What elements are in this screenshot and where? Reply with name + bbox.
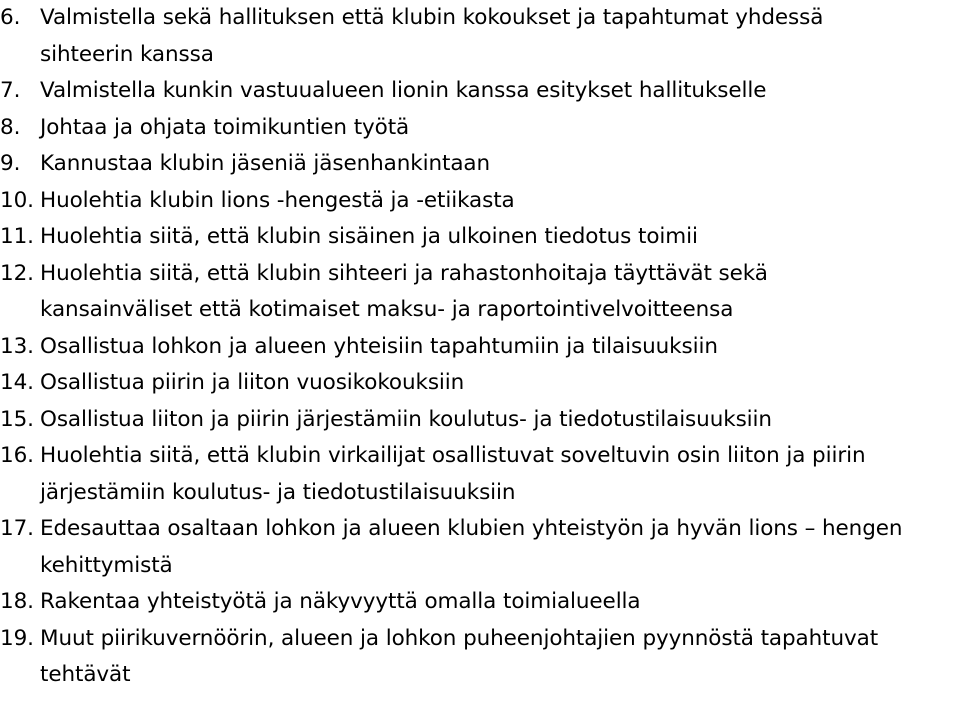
- item-number: 15.: [0, 406, 34, 432]
- list-item: [0, 438, 920, 511]
- item-number: 9.: [0, 151, 21, 176]
- list-item: [0, 402, 920, 439]
- item-number: 8.: [0, 114, 21, 140]
- item-number: 19.: [0, 625, 34, 651]
- item-number: 7.: [0, 78, 21, 103]
- list-item: [0, 219, 920, 256]
- list-item: [0, 256, 920, 329]
- list-item: [0, 329, 920, 366]
- item-text: Johtaa ja ohjata toimikuntien työtä: [40, 114, 410, 140]
- item-text: Rakentaa yhteistyötä ja näkyvyyttä omalla toimialueella: [40, 589, 641, 614]
- list-item: [0, 0, 920, 73]
- item-text: Huolehtia siitä, että klubin sihteeri ja rahastonhoitaja täyttävät sekä kansainväliset että kotimaiset maksu- ja raportointivelvoitteensa: [40, 260, 768, 322]
- item-number: 13.: [0, 333, 34, 359]
- item-number: 12.: [0, 260, 34, 286]
- item-number: 17.: [0, 516, 34, 541]
- list-item: [0, 183, 920, 220]
- item-text: Osallistua piirin ja liiton vuosikokouksiin: [40, 370, 465, 395]
- list-item: [0, 365, 920, 402]
- item-text: Huolehtia siitä, että klubin virkailijat osallistuvat soveltuvin osin liiton ja piirin järjestämiin koulutus- ja tiedotustilaisuuksiin: [40, 443, 866, 505]
- item-number: 18.: [0, 589, 34, 614]
- item-text: Osallistua liiton ja piirin järjestämiin koulutus- ja tiedotustilaisuuksiin: [40, 406, 772, 432]
- list-item: [0, 146, 920, 183]
- item-text: Valmistella sekä hallituksen että klubin kokoukset ja tapahtumat yhdessä sihteerin kanssa: [40, 5, 824, 67]
- list-item: [0, 584, 920, 621]
- item-text: Huolehtia klubin lions -hengestä ja -etiikasta: [40, 187, 515, 213]
- item-text: Osallistua lohkon ja alueen yhteisiin tapahtumiin ja tilaisuuksiin: [40, 333, 718, 359]
- item-text: Kannustaa klubin jäseniä jäsenhankintaan: [40, 151, 490, 176]
- list-item: [0, 110, 920, 147]
- item-text: Valmistella kunkin vastuualueen lionin kanssa esitykset hallitukselle: [40, 78, 767, 103]
- item-number: 16.: [0, 443, 34, 468]
- list-item: [0, 621, 920, 694]
- list-item: [0, 511, 920, 584]
- item-number: 11.: [0, 224, 34, 249]
- item-number: 10.: [0, 187, 34, 213]
- item-text: Huolehtia siitä, että klubin sisäinen ja ulkoinen tiedotus toimii: [40, 224, 698, 249]
- list-item: [0, 73, 920, 110]
- item-text: Edesauttaa osaltaan lohkon ja alueen klubien yhteistyön ja hyvän lions – hengen kehittymistä: [40, 516, 903, 578]
- item-number: 6.: [0, 5, 21, 30]
- item-text: Muut piirikuvernöörin, alueen ja lohkon puheenjohtajien pyynnöstä tapahtuvat tehtävät: [40, 625, 879, 687]
- item-number: 14.: [0, 370, 34, 395]
